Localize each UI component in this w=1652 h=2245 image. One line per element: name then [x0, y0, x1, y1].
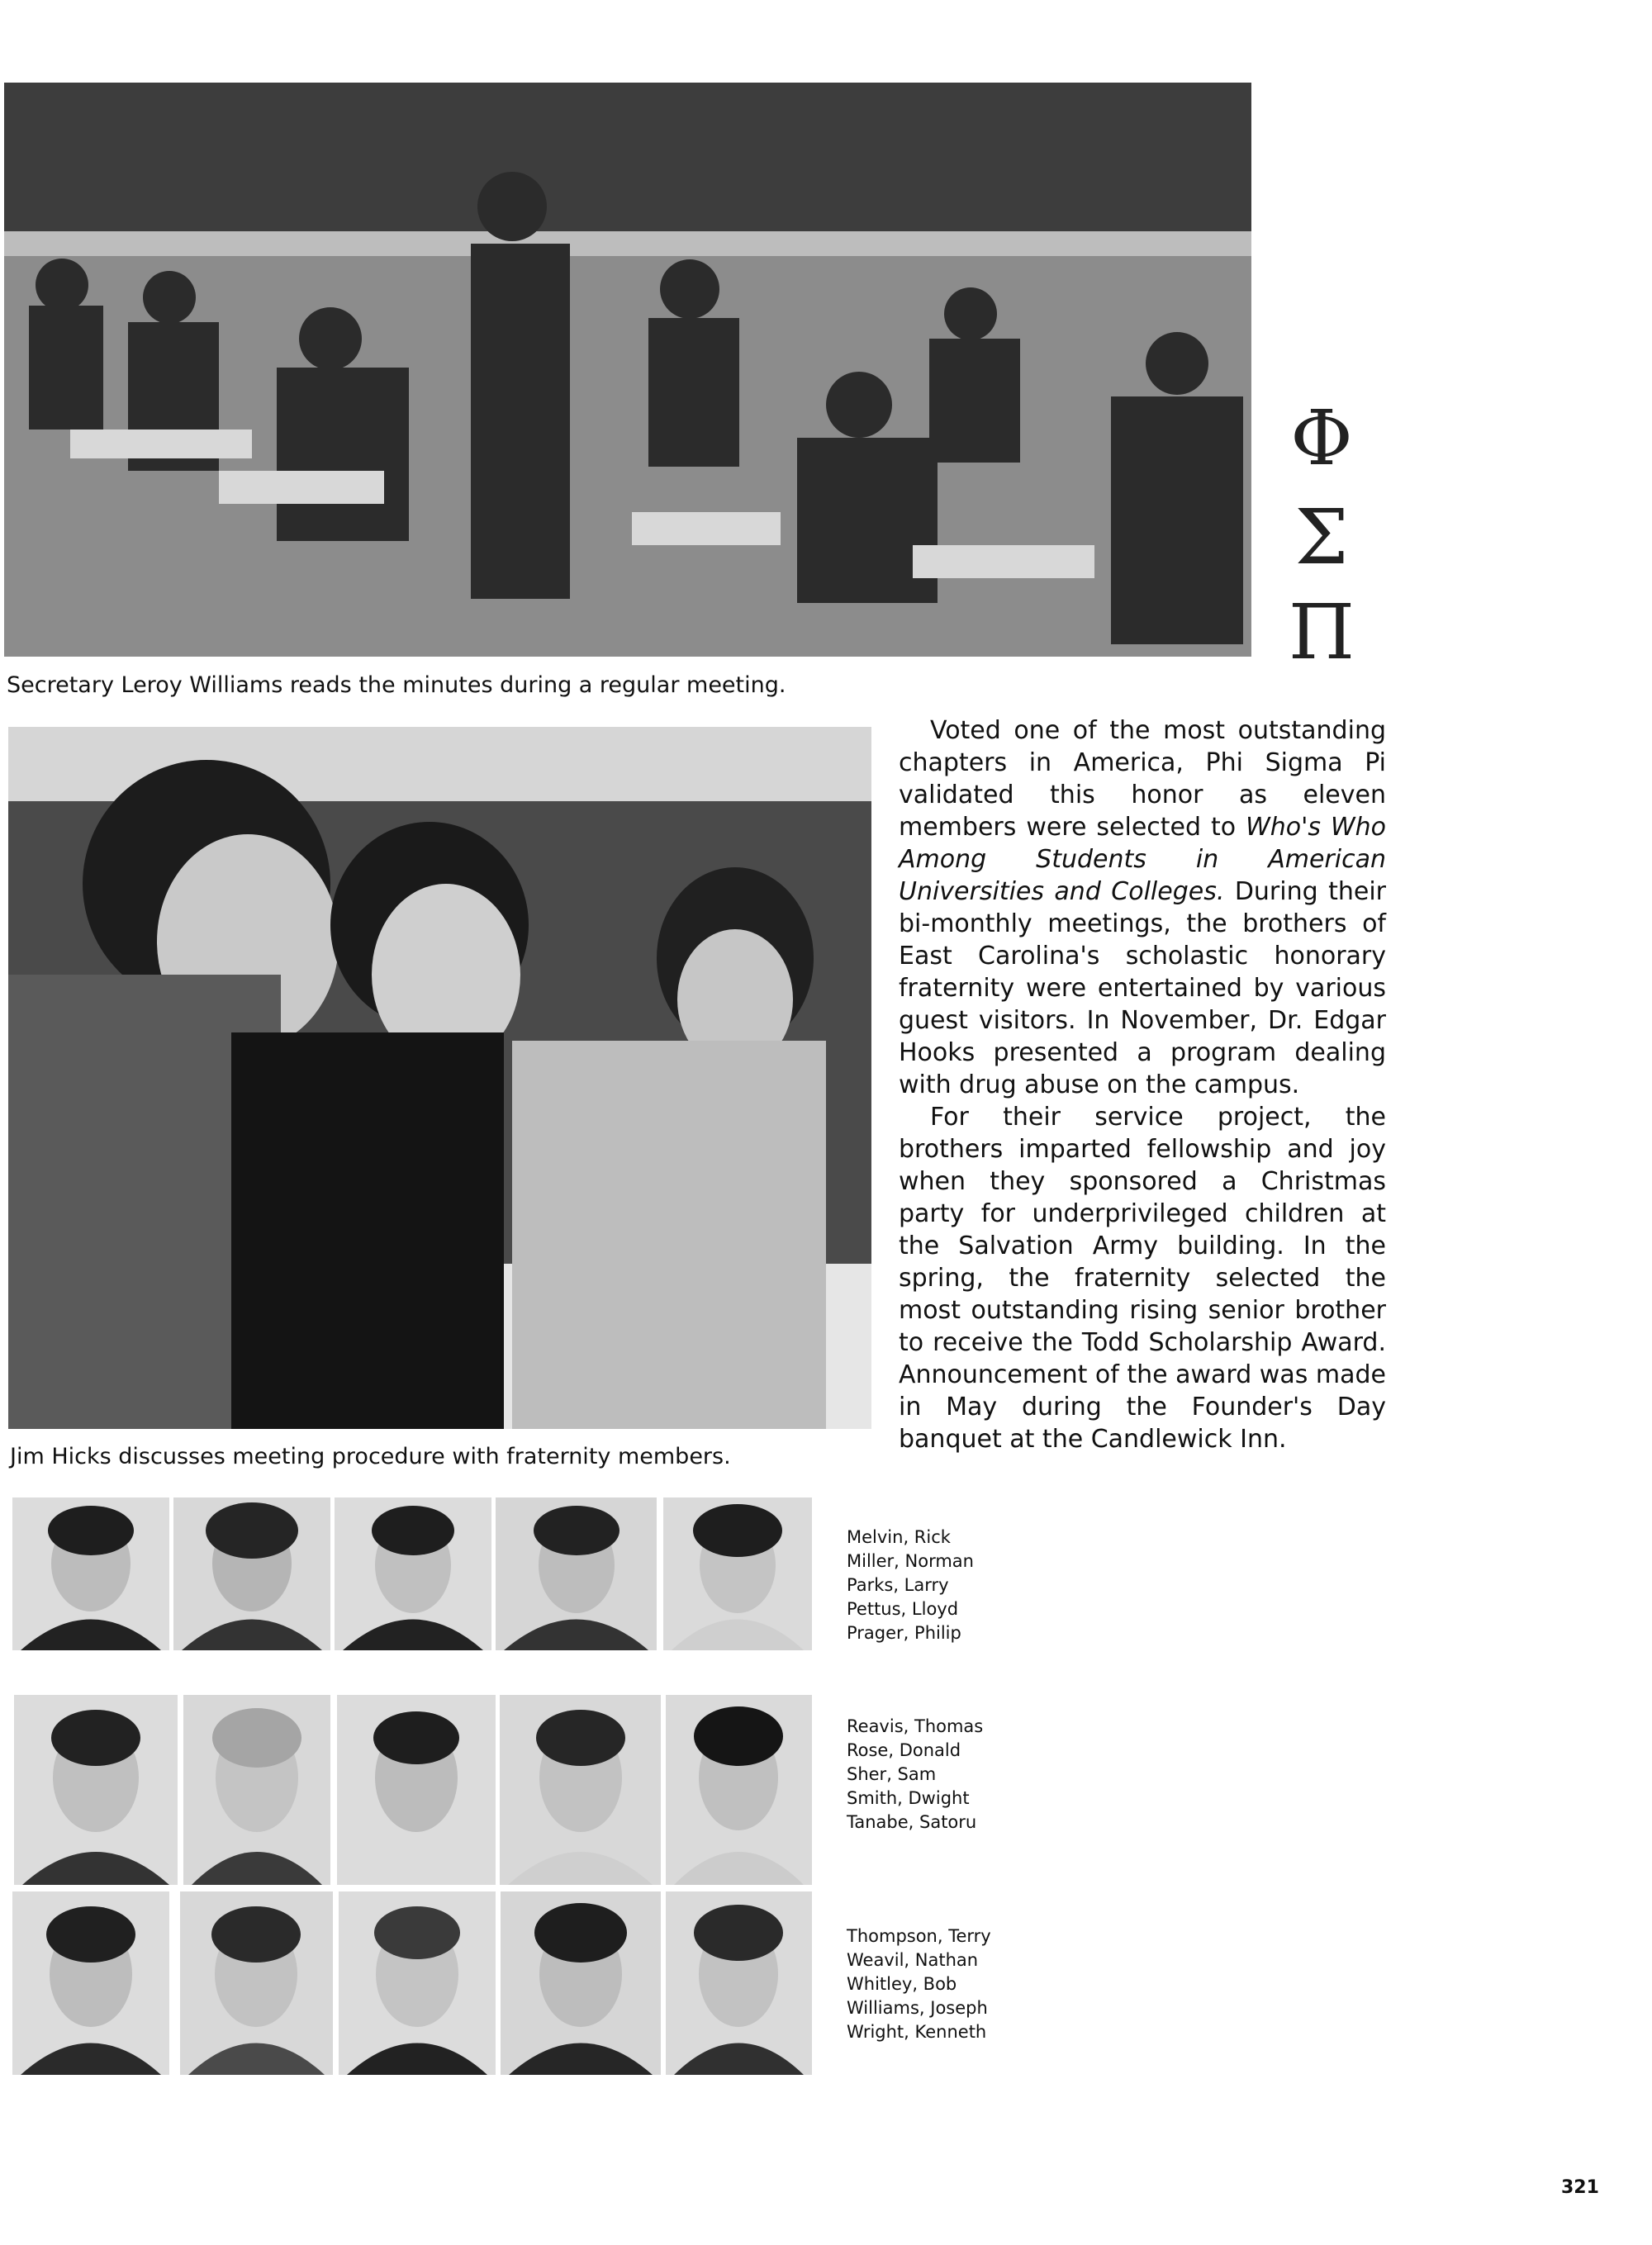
portrait-reavis-thomas — [14, 1695, 178, 1885]
portrait-pettus-lloyd — [496, 1497, 657, 1650]
top-photo-caption: Secretary Leroy Williams reads the minutes during a regular meeting. — [7, 672, 786, 698]
page-number: 321 — [1561, 2177, 1599, 2198]
article-p1-italic-title: Who's Who Among Students in American Universities and Colleges. — [899, 813, 1386, 906]
meeting-photo — [4, 83, 1251, 657]
greek-letter-sigma: Σ — [1294, 493, 1349, 581]
middle-photo-caption: Jim Hicks discusses meeting procedure with fraternity members. — [10, 1444, 731, 1469]
name-entry: Miller, Norman — [847, 1551, 974, 1571]
portrait-prager-philip — [663, 1497, 812, 1650]
name-entry: Smith, Dwight — [847, 1788, 970, 1808]
name-entry: Prager, Philip — [847, 1623, 961, 1643]
portrait-miller-norman — [173, 1497, 330, 1650]
portrait-melvin-rick — [12, 1497, 169, 1650]
name-list-row-3 — [847, 1925, 991, 2044]
portrait-parks-larry — [335, 1497, 491, 1650]
greek-letter-pi: Π — [1288, 588, 1355, 676]
name-entry: Parks, Larry — [847, 1575, 949, 1595]
portrait-sher-sam — [337, 1695, 496, 1885]
name-entry: Tanabe, Satoru — [847, 1812, 977, 1832]
name-entry: Thompson, Terry — [847, 1926, 991, 1946]
portrait-williams-joseph — [501, 1891, 661, 2075]
name-entry: Sher, Sam — [847, 1764, 937, 1784]
article-paragraph-1 — [899, 714, 1386, 1101]
article-p1-text-a: Voted one of the most outstanding chapters in America, Phi Sigma Pi validated this honor as eleven members were selected to — [899, 716, 1386, 842]
article-p1-text-b: During their bi-monthly meetings, the brothers of East Carolina's scholastic honorary fraternity were entertained by various guest visitors. In November, Dr. Edgar Hooks presented a program dealing with drug abuse on the campus. — [899, 877, 1386, 1099]
name-entry: Reavis, Thomas — [847, 1716, 984, 1736]
portrait-whitley-bob — [339, 1891, 496, 2075]
portrait-wright-kenneth — [666, 1891, 812, 2075]
name-entry: Rose, Donald — [847, 1740, 961, 1760]
name-entry: Wright, Kenneth — [847, 2022, 987, 2042]
portrait-rose-donald — [183, 1695, 330, 1885]
discussion-photo — [8, 727, 871, 1429]
article-text — [899, 714, 1386, 1455]
portrait-thompson-terry — [12, 1891, 169, 2075]
name-list-row-1 — [847, 1526, 974, 1645]
name-entry: Melvin, Rick — [847, 1527, 951, 1547]
greek-letter-phi: Φ — [1290, 394, 1353, 482]
portrait-tanabe-satoru — [666, 1695, 812, 1885]
portrait-weavil-nathan — [180, 1891, 333, 2075]
name-entry: Williams, Joseph — [847, 1998, 988, 2018]
name-entry: Weavil, Nathan — [847, 1950, 979, 1970]
article-paragraph-2: For their service project, the brothers imparted fellowship and joy when they sponsored a Christmas party for underprivileged children at the Salvation Army building. In the spring, the fraternity selected the most outstanding rising senior brother to receive the Todd Scholarship Award. Announcement of the award was made in May during the Founder's Day banquet at the Candlewick Inn. — [899, 1103, 1386, 1454]
name-list-row-2 — [847, 1715, 983, 1834]
name-entry: Pettus, Lloyd — [847, 1599, 959, 1619]
portrait-smith-dwight — [500, 1695, 661, 1885]
name-entry: Whitley, Bob — [847, 1974, 957, 1994]
